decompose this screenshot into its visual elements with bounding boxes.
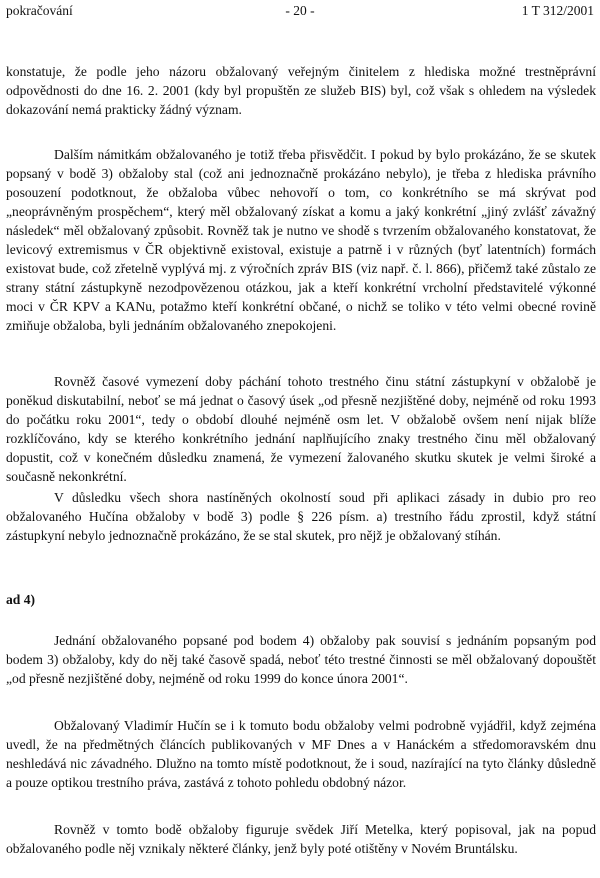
- case-number: 1 T 312/2001: [521, 3, 594, 18]
- paragraph-text: konstatuje, že podle jeho názoru obžalovaný veřejným činitelem z hlediska možné trestněprávní odpovědnosti do dne 16. 2. 2001 (kdy byl propuštěn ze služeb BIS) byl, což však s ohledem na výsledek dokazování nemá prakticky žádný význam.: [6, 64, 596, 117]
- paragraph-text: V důsledku všech shora nastíněných okolností soud při aplikaci zásady in dubio pro reo obžalovaného Hučína obžaloby v bodě 3) podle § 226 písm. a) trestního řádu zprostil, když státní zástupkyní nebylo jednoznačně prokázáno, že se stal skutek, pro nějž je obžalovaný stíhán.: [6, 490, 596, 543]
- paragraph-text: Obžalovaný Vladimír Hučín se i k tomuto bodu obžaloby velmi podrobně vyjádřil, když zejména uvedl, že na předmětných článcích publikovaných v MF Dnes a v Hanáckém a středomoravském dnu neshledává nic závadného. Dlužno na tomto místě podotknout, že i soud, nazírající na tyto články důsledně a pouze optikou trestního práva, zastává z tohoto pohledu obdobný názor.: [6, 718, 596, 790]
- header-continuation-label: pokračování: [6, 3, 73, 18]
- paragraph-witness: [6, 820, 596, 858]
- paragraph-defendant-statement: [6, 716, 596, 792]
- page-number: - 20 -: [285, 3, 315, 18]
- paragraph-text: Rovněž časové vymezení doby páchání tohoto trestného činu státní zástupkyní v obžalobě je poněkud diskutabilní, neboť se má jednat o časový úsek „od přesně nezjištěné doby, nejméně od roku 1993 do počátku roku 2001“, tedy o období dlouhé nejméně osm let. V obžalobě ovšem není nijak blíže rozklíčováno, kdy se kterého konkrétního jednání naplňujícího znaky trestného činu měl obžalovaný dopustit, což v konečném důsledku znamená, že vymezení žalovaného skutku skutek je velmi široké a současně nekonkrétní.: [6, 374, 596, 484]
- paragraph-objections: [6, 145, 596, 335]
- paragraph-continuation: [6, 62, 596, 119]
- paragraph-time-definition: [6, 372, 596, 486]
- page-header: [6, 3, 594, 21]
- section-heading: ad 4): [6, 592, 36, 607]
- paragraph-text: Dalším námitkám obžalovaného je totiž třeba přisvědčit. I pokud by bylo prokázáno, že se skutek popsaný v bodě 3) obžaloby stal (což ani jednoznačně prokázáno nebylo), je třeba z hlediska právního posouzení podotknout, že obžaloba vůbec nehovoří o tom, co konkrétního se má skrývat pod „neoprávněným prospěchem“, který měl obžalovaný získat a komu a jaký konkrétní „jiný zvlášť závažný následek“ měl obžalovaný způsobit. Rovněž tak je nutno ve shodě s tvrzením obžalovaného konstatovat, že levicový extremismus v ČR objektivně existoval, existuje a patrně i v různých (byť latentních) formách existovat bude, což zřetelně vyplývá mj. z výročních zpráv BIS (viz např. č. l. 866), přičemž také zůstalo ze strany státní zástupkyně nezodpovězenou otázkou, jak a kteří konkrétní vrcholní představitelé výkonné moci v ČR KPV a KANu, potažmo kteří konkrétní občané, o nichž se toliko v této velmi obecné rovině zmiňuje obžaloba, byli jednáním obžalovaného znepokojeni.: [6, 147, 596, 333]
- paragraph-text: Rovněž v tomto bodě obžaloby figuruje svědek Jiří Metelka, který popisoval, jak na popud obžalovaného podle něj vznikaly některé články, jenž byly poté otištěny v Novém Bruntálsku.: [6, 822, 596, 856]
- paragraph-point-4: [6, 631, 596, 688]
- paragraph-acquittal: [6, 488, 596, 545]
- paragraph-text: Jednání obžalovaného popsané pod bodem 4) obžaloby pak souvisí s jednáním popsaným pod bodem 3) obžaloby, kdy do něj také časově spadá, neboť této trestné činnosti se měl obžalovaný dopouštět „od přesně nezjištěné doby, nejméně od roku 1999 do konce února 2001“.: [6, 633, 596, 686]
